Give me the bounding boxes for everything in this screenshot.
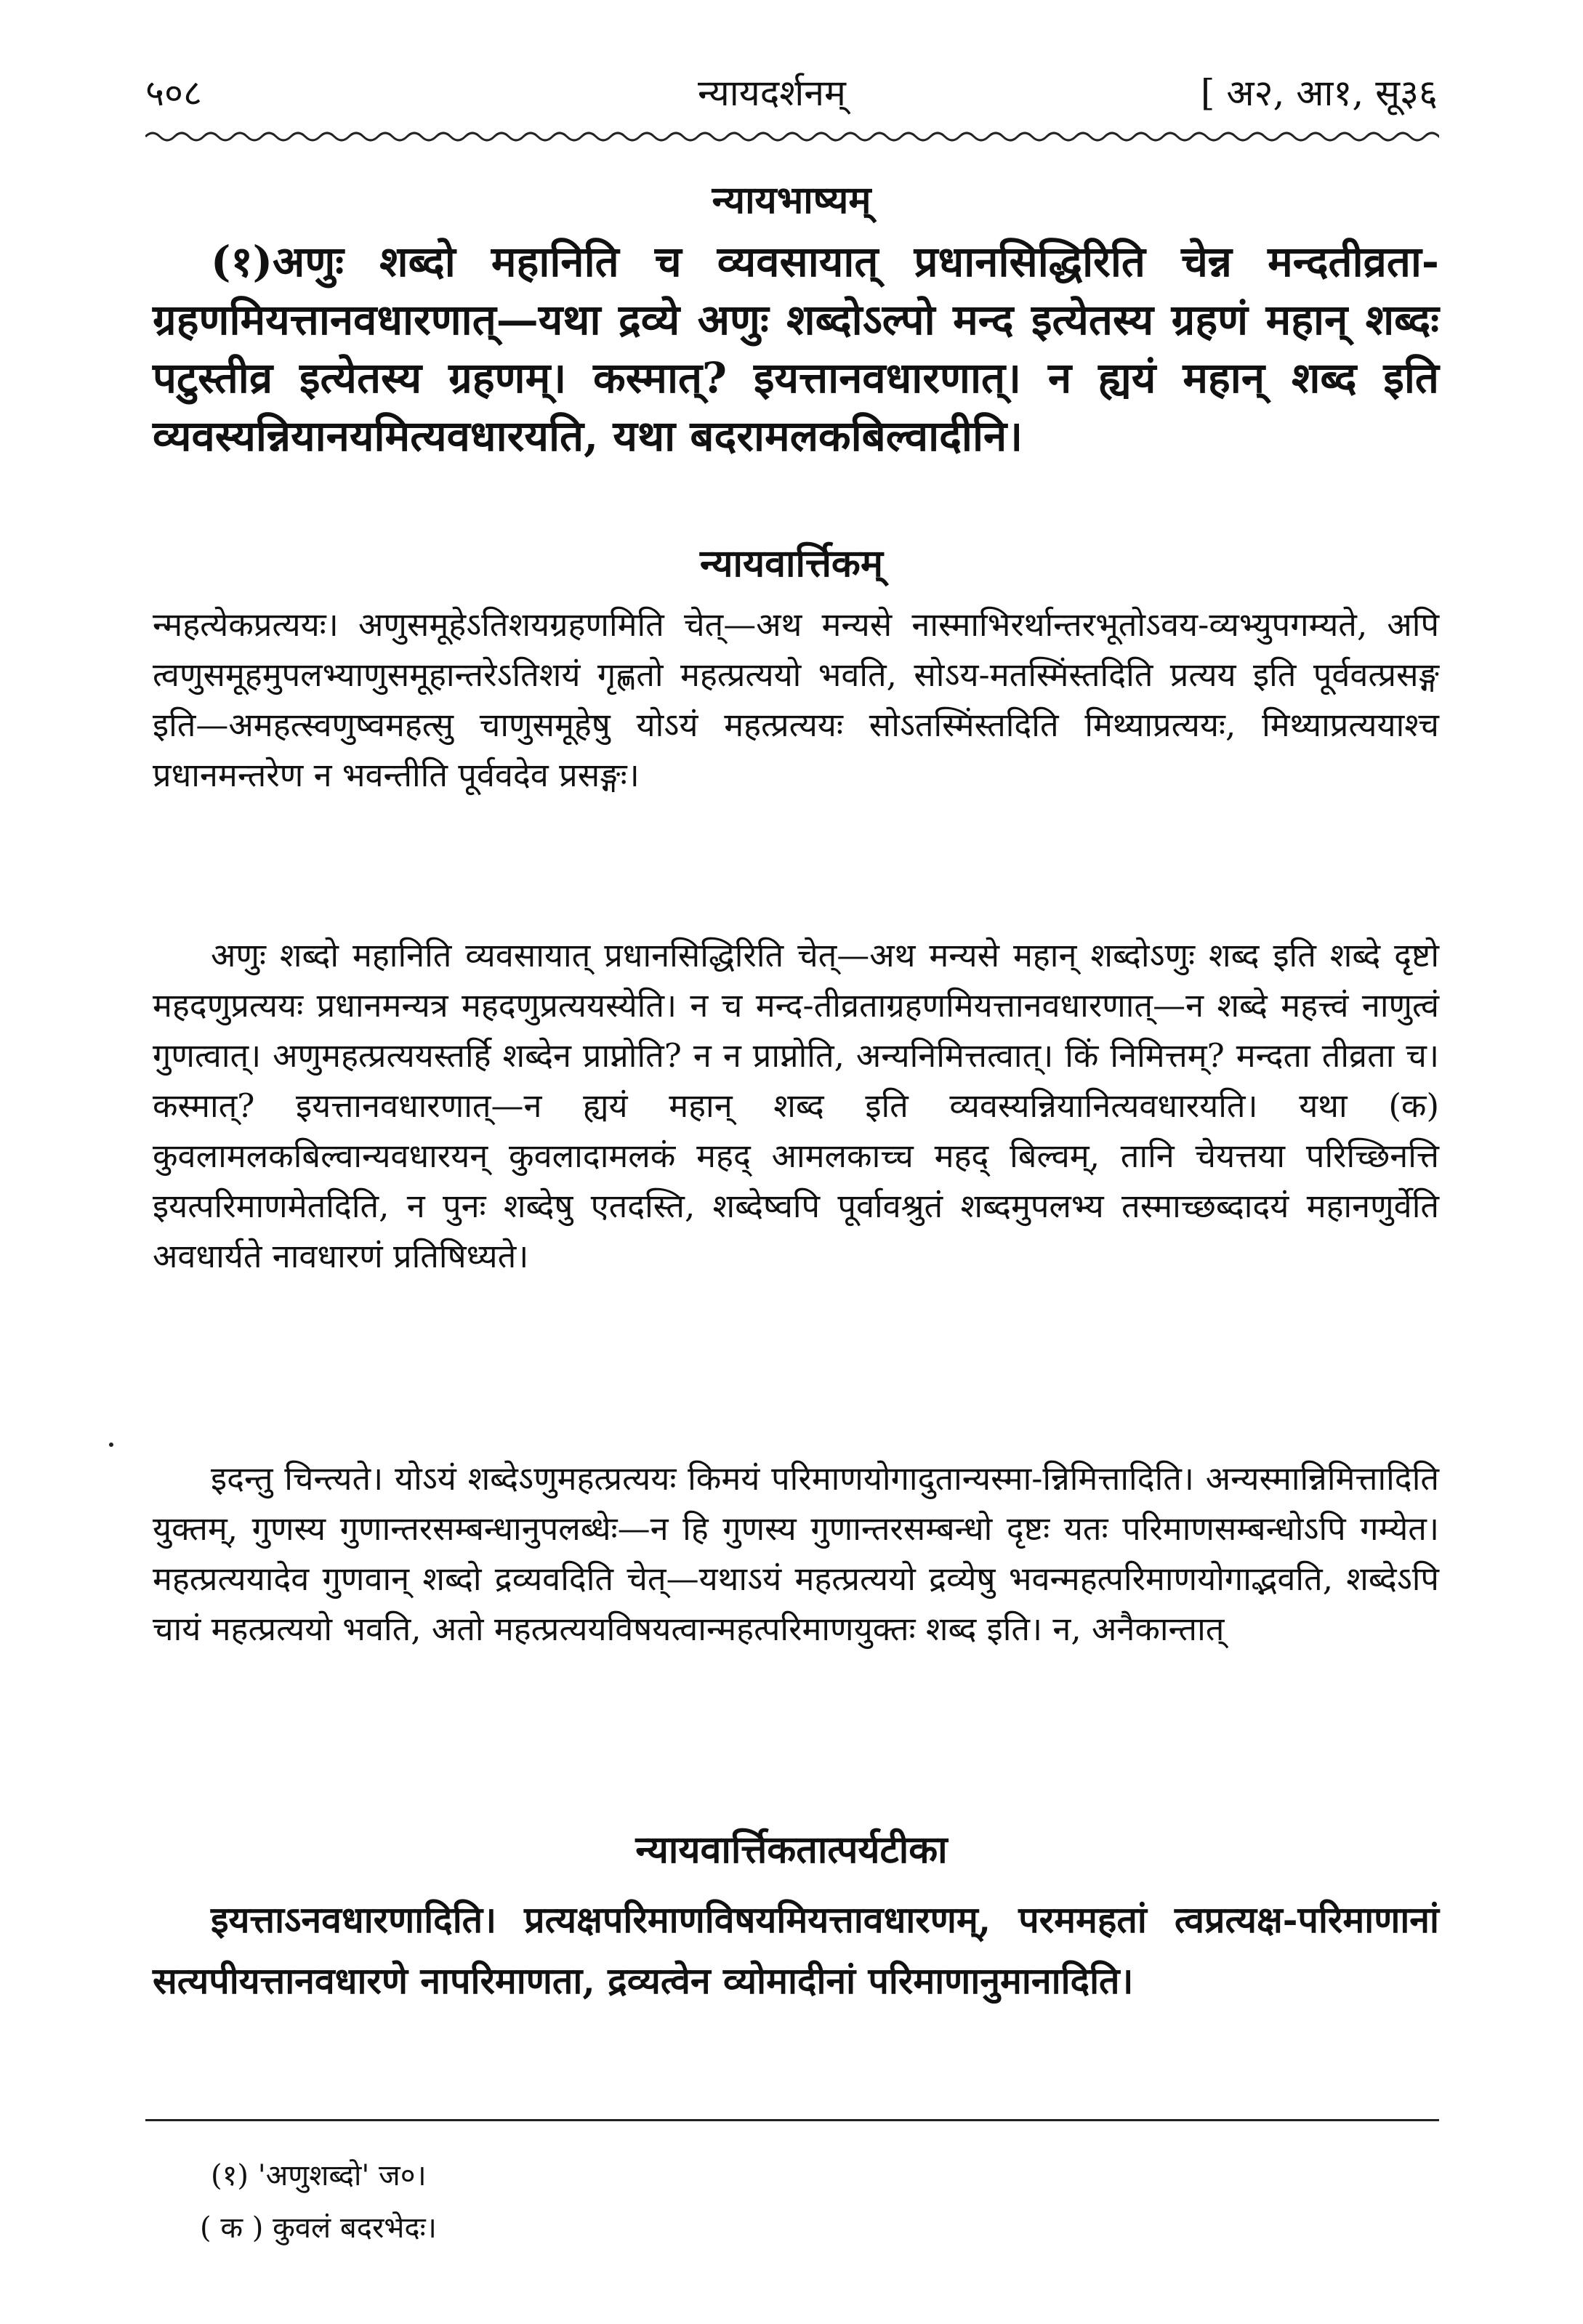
vartika-paragraph-3: इदन्तु चिन्त्यते। योऽयं शब्देऽणुमहत्प्रत्ययः किमयं परिमाणयोगादुतान्यस्मा-न्निमित्तादिति। अन्यस्मान्निमित्तादिति युक्तम्, गुणस्य गुणान्तरसम्बन्धानुपलब्धेः—न हि गुणस्य गुणान्तरसम्बन्धो दृष्टः यतः परिमाणसम्बन्धोऽपि गम्येत। महत्प्रत्ययादेव गुणवान् शब्दो द्रव्यवदिति चेत्—यथाऽयं महत्प्रत्ययो द्रव्येषु भवन्महत्परिमाणयोगाद्भवति, शब्देऽपि चायं महत्प्रत्ययो भवति, अतो महत्प्रत्ययविषयत्वान्महत्परिमाणयुक्तः शब्द इति। न, अनैकान्तात् <box>153 1459 1439 1648</box>
tika-text: इयत्ताऽनवधारणादिति। प्रत्यक्षपरिमाणविषयमियत्तावधारणम्, परममहतां त्वप्रत्यक्ष-परिमाणानां सत्यपीयत्तानवधारणे नापरिमाणता, द्रव्यत्वेन व्योमादीनां परिमाणानुमानादिति। <box>153 1898 1439 2002</box>
tika-heading: न्यायवार्त्तिकतात्पर्यटीका <box>635 1828 948 1872</box>
bhashya-heading: न्यायभाष्यम् <box>712 178 871 222</box>
running-title: न्यायदर्शनम् <box>698 72 846 114</box>
footnote-ka: ( क ) कुवलं बदरभेदः। <box>200 2211 437 2245</box>
bhashya-text: (१)अणुः शब्दो महानिति च व्यवसायात् प्रधानसिद्धिरिति चेन्न मन्दतीव्रता-ग्रहणमियत्तानवधारणात्—यथा द्रव्ये अणुः शब्दोऽल्पो मन्द इत्येतस्य ग्रहणं महान् शब्दः पटुस्तीव्र इत्येतस्य ग्रहणम्। कस्मात्? इयत्तानवधारणात्। न ह्ययं महान् शब्द इति व्यवस्यन्नियानयमित्यवधारयति, यथा बदरामलकबिल्वादीनि। <box>153 237 1439 461</box>
footnote-1: (१) 'अणुशब्दो' ज०। <box>211 2159 427 2192</box>
vartika-heading: न्यायवार्त्तिकम् <box>700 541 883 586</box>
footnote-rule <box>145 2119 1439 2121</box>
page-header <box>145 67 1438 125</box>
vartika-paragraph-1: न्महत्येकप्रत्ययः। अणुसमूहेऽतिशयग्रहणमिति चेत्—अथ मन्यसे नास्माभिरर्थान्तरभूतोऽवय-व्यभ्युपगम्यते, अपि त्वणुसमूहमुपलभ्याणुसमूहान्तरेऽतिशयं गृह्णतो महत्प्रत्ययो भवति, सोऽय-मतस्मिंस्तदिति प्रत्यय इति पूर्ववत्प्रसङ्ग इति—अमहत्स्वणुष्वमहत्सु चाणुसमूहेषु योऽयं महत्प्रत्ययः सोऽतस्मिंस्तदिति मिथ्याप्रत्ययः, मिथ्याप्रत्ययाश्च प्रधानमन्तरेण न भवन्तीति पूर्ववदेव प्रसङ्गः। <box>153 605 1439 794</box>
header-wavy-rule <box>145 128 1439 145</box>
chapter-reference: [ अ२, आ१, सू३६ <box>1200 72 1438 114</box>
page-number: ५०८ <box>145 72 202 114</box>
margin-dot <box>109 1443 113 1447</box>
vartika-paragraph-2: अणुः शब्दो महानिति व्यवसायात् प्रधानसिद्धिरिति चेत्—अथ मन्यसे महान् शब्दोऽणुः शब्द इति शब्दे दृष्टो महदणुप्रत्ययः प्रधानमन्यत्र महदणुप्रत्ययस्येति। न च मन्द-तीव्रताग्रहणमियत्तानवधारणात्—न शब्दे महत्त्वं नाणुत्वं गुणत्वात्। अणुमहत्प्रत्ययस्तर्हि शब्देन प्राप्नोति? न न प्राप्नोति, अन्यनिमित्तत्वात्। किं निमित्तम्? मन्दता तीव्रता च। कस्मात्? इयत्तानवधारणात्—न ह्ययं महान् शब्द इति व्यवस्यन्नियानित्यवधारयति। यथा (क) कुवलामलकबिल्वान्यवधारयन् कुवलादामलकं महद् आमलकाच्च महद् बिल्वम्, तानि चेयत्तया परिच्छिनत्ति इयत्परिमाणमेतदिति, न पुनः शब्देषु एतदस्ति, शब्देष्वपि पूर्वावश्रुतं शब्दमुपलभ्य तस्माच्छब्दादयं महानणुर्वेति अवधार्यते नावधारणं प्रतिषिध्यते। <box>153 936 1439 1275</box>
